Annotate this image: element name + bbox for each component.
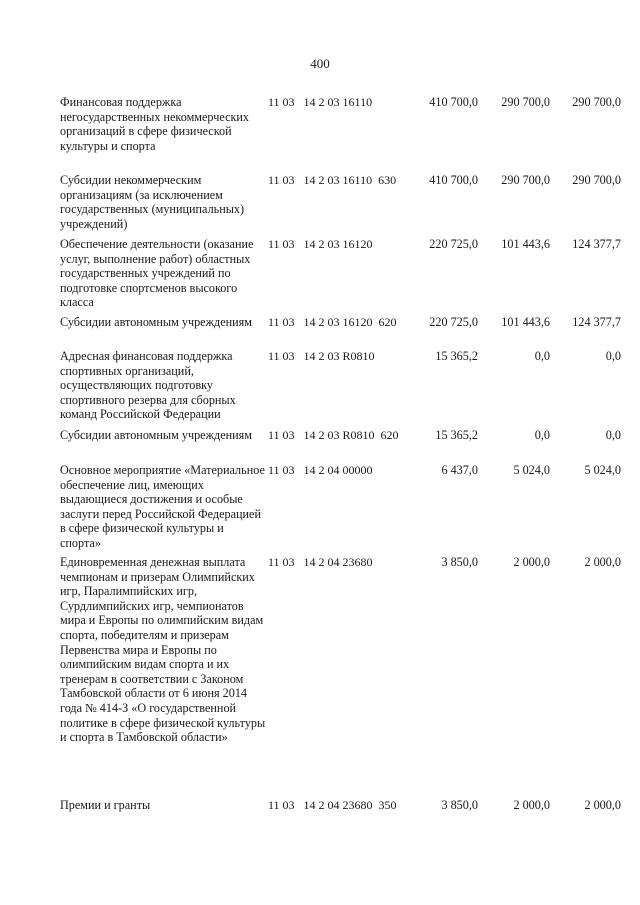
row-value-1: 6 437,0 — [441, 463, 478, 477]
row-value-2: 0,0 — [534, 428, 550, 442]
row-code: 11 03 14 2 03 16120 620 — [268, 315, 397, 329]
row-code: 11 03 14 2 03 R0810 — [268, 349, 375, 363]
row-value-2: 290 700,0 — [501, 173, 550, 187]
row-value-3: 5 024,0 — [584, 463, 621, 477]
row-code: 11 03 14 2 03 16120 — [268, 237, 373, 251]
row-value-3: 290 700,0 — [572, 95, 621, 109]
row-code: 11 03 14 2 03 16110 630 — [268, 173, 397, 187]
row-value-2: 5 024,0 — [513, 463, 550, 477]
row-value-3: 2 000,0 — [584, 798, 621, 812]
row-value-3: 0,0 — [605, 428, 621, 442]
row-description: Основное мероприятие «Материальное обеспечение лиц, имеющих выдающиеся достижения и особые заслуги перед Российской Федерацией в сфере физической культуры и спорта» — [60, 463, 265, 550]
row-description: Субсидии автономным учреждениям — [60, 315, 252, 329]
row-value-1: 410 700,0 — [429, 173, 478, 187]
row-description: Единовременная денежная выплата чемпионам и призерам Олимпийских игр, Паралимпийских игр, Сурдлимпийских игр, чемпионатов мира и Европы по олимпийским видам спорта, победителям и призерам Первенства мира и Европы по олимпийским видам спорта и их тренерам в соответствии с Законом Тамбовской области от 6 июня 2014 года № 414-З «О государственной политике в сфере физической культуры и спорта в Тамбовской области» — [60, 555, 266, 745]
row-value-1: 410 700,0 — [429, 95, 478, 109]
row-description: Премии и гранты — [60, 798, 151, 812]
row-value-3: 290 700,0 — [572, 173, 621, 187]
row-value-1: 220 725,0 — [429, 315, 478, 329]
row-code: 11 03 14 2 04 23680 350 — [268, 798, 397, 812]
row-value-1: 3 850,0 — [441, 555, 478, 569]
row-code: 11 03 14 2 03 R0810 620 — [268, 428, 399, 442]
row-description: Субсидии автономным учреждениям — [60, 428, 252, 442]
row-description: Субсидии некоммерческим организациям (за исключением государственных (муниципальных) учреждений) — [60, 173, 245, 231]
row-value-2: 101 443,6 — [501, 315, 550, 329]
row-value-2: 290 700,0 — [501, 95, 550, 109]
row-value-1: 220 725,0 — [429, 237, 478, 251]
row-value-1: 15 365,2 — [435, 428, 478, 442]
page-number: 400 — [310, 56, 330, 71]
row-value-3: 0,0 — [605, 349, 621, 363]
row-description: Обеспечение деятельности (оказание услуг, выполнение работ) областных государственных учреждений по подготовке спортсменов высокого класса — [60, 237, 254, 310]
row-description: Финансовая поддержка негосударственных некоммерческих организаций в сфере физической культуры и спорта — [60, 95, 250, 153]
row-code: 11 03 14 2 03 16110 — [268, 95, 373, 109]
row-value-2: 0,0 — [534, 349, 550, 363]
row-code: 11 03 14 2 04 00000 — [268, 463, 373, 477]
row-value-3: 124 377,7 — [572, 315, 621, 329]
row-value-2: 2 000,0 — [513, 555, 550, 569]
row-value-2: 2 000,0 — [513, 798, 550, 812]
row-code: 11 03 14 2 04 23680 — [268, 555, 373, 569]
row-value-3: 124 377,7 — [572, 237, 621, 251]
row-value-3: 2 000,0 — [584, 555, 621, 569]
row-value-1: 3 850,0 — [441, 798, 478, 812]
row-description: Адресная финансовая поддержка спортивных организаций, осуществляющих подготовку спортивного резерва для сборных команд Российской Федерации — [60, 349, 236, 422]
row-value-1: 15 365,2 — [435, 349, 478, 363]
row-value-2: 101 443,6 — [501, 237, 550, 251]
